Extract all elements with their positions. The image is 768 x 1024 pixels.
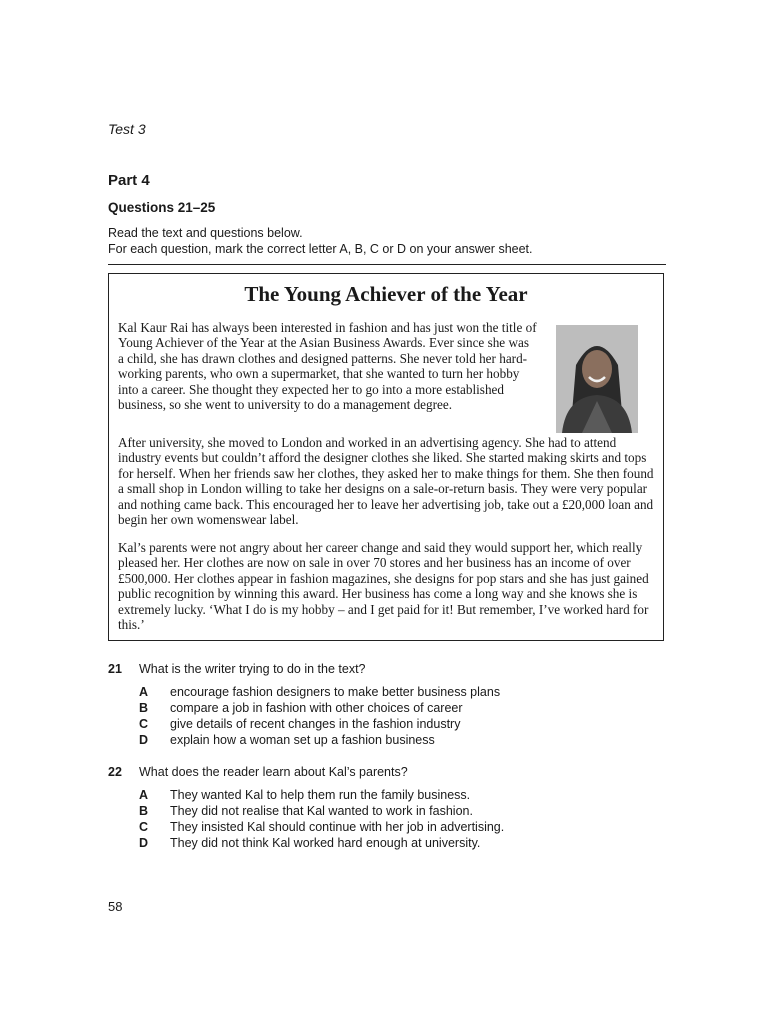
article-box (108, 273, 664, 641)
questions-range: Questions 21–25 (108, 200, 216, 215)
instructions (108, 225, 533, 257)
article-paragraph-2: After university, she moved to London and worked in an advertising agency. She had to attend industry events but couldn’t afford the designer clothes she liked. She started making skirts and tops for herself. When her friends saw her clothes, they asked her to make things for them. She then found a small shop in London willing to take her designs on a sale-or-return basis. They were very popular and nothing came back. This encouraged her to leave her advertising job, take out a £20,000 loan and begin her own womenswear label. (118, 435, 654, 528)
page-number: 58 (108, 899, 123, 914)
portrait-photo (556, 325, 638, 433)
part-title: Part 4 (108, 172, 150, 189)
question-22-option-a: They wanted Kal to help them run the family business. (170, 788, 471, 802)
question-22-option-b-letter: B (139, 804, 149, 818)
article-title: The Young Achiever of the Year (244, 282, 528, 306)
portrait-illustration (556, 325, 638, 433)
question-22-option-d-letter: D (139, 836, 149, 850)
article-paragraph-1: Kal Kaur Rai has always been interested in fashion and has just won the title of Young Achiever of the Year at the Asian Business Awards. Ever since she was a child, she has drawn clothes and designed patterns. She never told her hard-working parents, who own a supermarket, that she wanted to turn her hobby into a career. She thought they expected her to go into a more established business, so she went to university to do a management degree. (118, 320, 537, 413)
question-21-option-d-letter: D (139, 733, 149, 747)
question-21-option-a: encourage fashion designers to make better business plans (170, 685, 501, 699)
question-21-option-d: explain how a woman set up a fashion business (170, 733, 435, 747)
question-21-option-b: compare a job in fashion with other choices of career (170, 701, 463, 715)
test-label: Test 3 (108, 121, 146, 137)
question-22-number: 22 (108, 765, 122, 779)
question-22-option-a-letter: A (139, 788, 149, 802)
question-21-option-b-letter: B (139, 701, 149, 715)
instruction-line-1: Read the text and questions below. (108, 226, 303, 240)
question-22-option-c-letter: C (139, 820, 149, 834)
question-21-option-c: give details of recent changes in the fashion industry (170, 717, 461, 731)
question-22-stem: What does the reader learn about Kal’s parents? (139, 765, 408, 779)
question-21-number: 21 (108, 662, 122, 676)
question-22-option-c: They insisted Kal should continue with her job in advertising. (170, 820, 505, 834)
question-21-option-c-letter: C (139, 717, 149, 731)
instruction-line-2: For each question, mark the correct letter A, B, C or D on your answer sheet. (108, 242, 533, 256)
article-paragraph-3: Kal’s parents were not angry about her career change and said they would support her, which really pleased her. Her clothes are now on sale in over 70 stores and her business has an income of over £500,000. Her clothes appear in fashion magazines, she designs for pop stars and she has just gained public recognition by winning this award. Her business has come a long way and she knows she is extremely lucky. ‘What I do is my hobby – and I get paid for it! But remember, I’ve worked hard for this.’ (118, 540, 649, 633)
divider (108, 264, 666, 265)
question-21-option-a-letter: A (139, 685, 149, 699)
question-22-option-b: They did not realise that Kal wanted to work in fashion. (170, 804, 473, 818)
question-21-stem: What is the writer trying to do in the text? (139, 662, 366, 676)
question-22-option-d: They did not think Kal worked hard enough at university. (170, 836, 481, 850)
